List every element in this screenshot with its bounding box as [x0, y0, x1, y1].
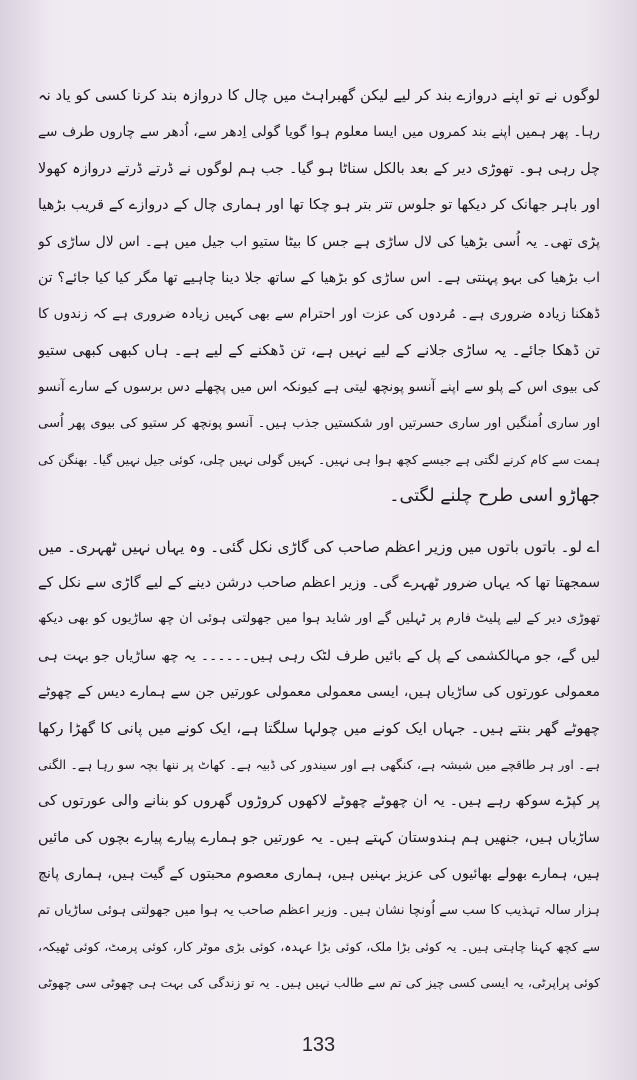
text-line: تھوڑی دیر کے لیے پلیٹ فارم پر ٹہلیں گے اور شاید ہوا میں جھولتی ہوئی ان چھ ساڑیوں کو بھی دیکھ: [38, 611, 600, 627]
text-line: لیں گے، جو مہالکشمی کے پل کے بائیں طرف لٹک رہی ہیں۔۔۔۔۔۔ یہ چھ ساڑیاں جو بہت ہی: [38, 647, 600, 664]
page-number: 133: [301, 1034, 336, 1056]
text-line: پر کپڑے سوکھ رہے ہیں۔ یہ ان چھوٹے چھوٹے لاکھوں کروڑوں گھروں کو بنانے والی عورتوں کی: [38, 793, 600, 810]
text-line: چل رہی ہو۔ تھوڑی دیر کے بعد بالکل سناٹا ہو گیا۔ جب ہم لوگوں نے ڈرتے ڈرتے دروازہ کھولا: [38, 160, 600, 177]
paragraph-1: [38, 78, 600, 515]
text-line: لوگوں نے تو اپنے دروازے بند کر لیے لیکن گھبراہٹ میں چال کا دروازہ بند کرنا کسی کو یاد نہ: [38, 87, 600, 104]
text-line: ہزار سالہ تہذیب کا سب سے اُونچا نشان ہیں۔ وزیر اعظم صاحب یہ ہوا میں جھولتی ہوئی ساڑیاں تم: [38, 902, 600, 918]
text-line: پڑی تھی۔ یہ اُسی بڑھیا کی لال ساڑی ہے جس کا بیٹا ستیو اب جیل میں ہے۔ اس لال ساڑی کو: [38, 233, 600, 250]
text-line: اور ساری اُمنگیں اور ساری حسرتیں اور شکستیں جذب ہیں۔ آنسو پونچھ کر ستیو کی بیوی پھر اُسی: [38, 415, 600, 431]
text-line: ہے۔ اور ہر طاقچے میں شیشہ ہے، کنگھی ہے اور سیندور کی ڈبیہ ہے۔ کھاٹ پر ننھا بچہ سو رہا ہے۔ الگنی: [38, 757, 600, 773]
text-line: جھاڑو اسی طرح چلنے لگتی۔: [389, 486, 600, 507]
text-line: ساڑیاں ہیں، جنھیں ہم ہندوستان کہتے ہیں۔ یہ عورتیں جو ہمارے پیارے پیارے بچوں کی مائیں: [38, 829, 600, 846]
page-body-text: [38, 78, 600, 1002]
text-line: اب بڑھیا کی بہو پہنتی ہے۔ اس ساڑی کو بڑھیا کے ساتھ جلا دینا چاہیے تھا مگر کیا کیا جائے؟ تن: [38, 269, 600, 286]
text-line: معمولی عورتوں کی ساڑیاں ہیں، ایسی معمولی معمولی عورتیں جن سے ہمارے دیس کے چھوٹے: [38, 684, 600, 701]
text-line: ڈھکنا زیادہ ضروری ہے۔ مُردوں کی عزت اور احترام سے بھی کہیں زیادہ ضروری ہے کہ زندوں کا: [38, 306, 600, 323]
text-line: رہا۔ پھر ہمیں اپنے بند کمروں میں ایسا معلوم ہوا گویا گولی اِدھر سے، اُدھر سے چاروں طرف سے: [38, 124, 600, 141]
text-line: تن ڈھکا جائے۔ یہ ساڑی جلانے کے لیے نہیں ہے، تن ڈھکنے کے لیے ہے۔ ہاں کبھی کبھی ستیو: [38, 341, 600, 359]
text-line: ہمت سے کام کرنے لگتی ہے جیسے کچھ ہوا ہی نہیں۔ کہیں گولی نہیں چلی، کوئی جیل نہیں گیا۔ بھنگن کی: [38, 451, 600, 467]
text-line: ہیں، ہمارے بھولے بھائیوں کی عزیز بہنیں ہیں، ہماری معصوم محبتوں کے گیت ہیں، ہماری پانچ: [38, 866, 600, 883]
text-line: اے لو۔ باتوں باتوں میں وزیر اعظم صاحب کی گاڑی نکل گئی۔ وہ یہاں نہیں ٹھہری۔ میں: [38, 537, 600, 556]
paragraph-gap: [38, 515, 600, 529]
text-line: چھوٹے گھر بنتے ہیں۔ جہاں ایک کونے میں چولہا سلگتا ہے، ایک کونے میں پانی کا گھڑا رکھا: [38, 719, 600, 737]
text-line: سمجھتا تھا کہ یہاں ضرور ٹھہرے گی۔ وزیر اعظم صاحب درشن دینے کے لیے گاڑی سے نکل کے: [38, 575, 600, 592]
paragraph-2: [38, 529, 600, 1002]
text-line: اور باہر جھانک کر دیکھا تو جلوس تتر بتر ہو چکا تھا اور ہماری چال کے دروازے کے قریب بڑھیا: [38, 197, 600, 214]
text-line: سے کچھ کہنا چاہتی ہیں۔ یہ کوئی بڑا ملک، کوئی بڑا عہدہ، کوئی بڑی موٹر کار، کوئی پرمٹ، کوئی ٹھیکہ،: [38, 938, 600, 954]
text-line: کوئی پراپرٹی، یہ ایسی کسی چیز کی تم سے طالب نہیں ہیں۔ یہ تو زندگی کی بہت ہی چھوٹی سی چھوٹی: [38, 975, 600, 991]
text-line: کی بیوی اس کے پلو سے اپنے آنسو پونچھ لیتی ہے کیونکہ اس میں پچھلے دس برسوں کے سارے آنسو: [38, 379, 600, 396]
